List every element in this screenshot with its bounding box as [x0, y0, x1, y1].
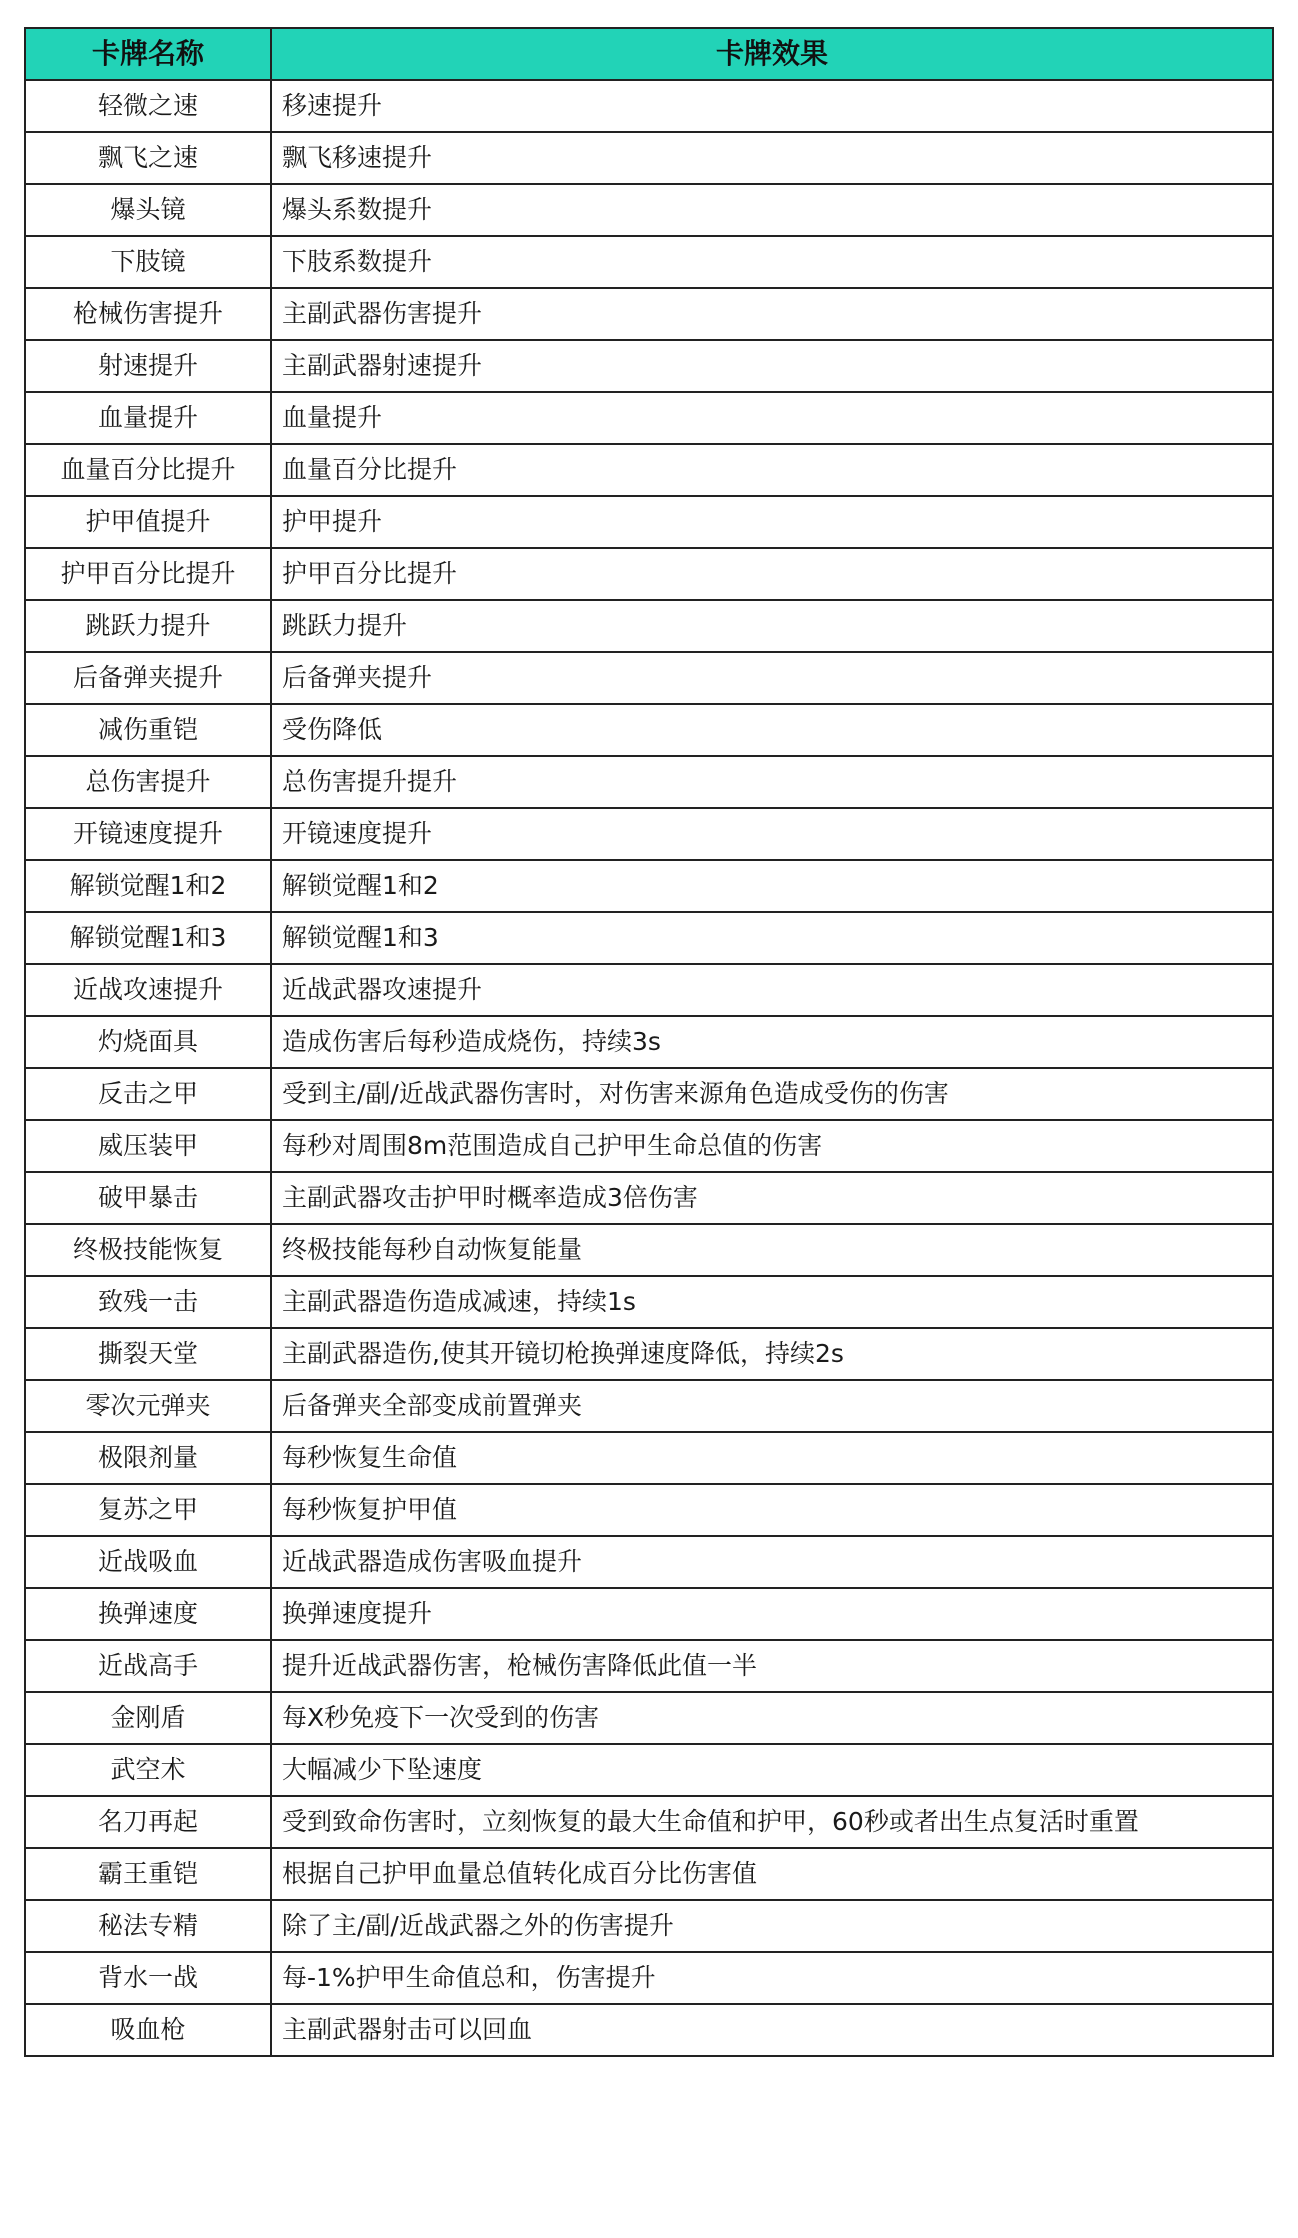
card-effect-cell: 受伤降低 [271, 704, 1273, 756]
table-row [25, 1952, 1273, 2004]
card-name-cell: 近战攻速提升 [25, 964, 271, 1016]
card-name-cell: 换弹速度 [25, 1588, 271, 1640]
card-name-cell: 血量提升 [25, 392, 271, 444]
table-row [25, 288, 1273, 340]
card-name-cell: 撕裂天堂 [25, 1328, 271, 1380]
table-header-row [25, 28, 1273, 80]
card-effect-cell: 主副武器伤害提升 [271, 288, 1273, 340]
card-effect-cell: 每秒恢复生命值 [271, 1432, 1273, 1484]
card-effect-cell: 根据自己护甲血量总值转化成百分比伤害值 [271, 1848, 1273, 1900]
card-name-cell: 复苏之甲 [25, 1484, 271, 1536]
table-row [25, 652, 1273, 704]
table-row [25, 1796, 1273, 1848]
column-header-card-effect: 卡牌效果 [271, 28, 1273, 80]
table-row [25, 340, 1273, 392]
card-name-cell: 爆头镜 [25, 184, 271, 236]
card-name-cell: 背水一战 [25, 1952, 271, 2004]
card-effect-cell: 开镜速度提升 [271, 808, 1273, 860]
table-row [25, 1224, 1273, 1276]
column-header-card-name: 卡牌名称 [25, 28, 271, 80]
card-effect-cell: 护甲提升 [271, 496, 1273, 548]
card-effect-cell: 换弹速度提升 [271, 1588, 1273, 1640]
table-row [25, 704, 1273, 756]
card-name-cell: 跳跃力提升 [25, 600, 271, 652]
card-effect-cell: 护甲百分比提升 [271, 548, 1273, 600]
table-row [25, 1380, 1273, 1432]
card-effect-cell: 主副武器造伤造成减速，持续1s [271, 1276, 1273, 1328]
card-name-cell: 零次元弹夹 [25, 1380, 271, 1432]
card-effect-cell: 每秒对周围8m范围造成自己护甲生命总值的伤害 [271, 1120, 1273, 1172]
card-name-cell: 反击之甲 [25, 1068, 271, 1120]
card-name-cell: 金刚盾 [25, 1692, 271, 1744]
card-name-cell: 威压装甲 [25, 1120, 271, 1172]
table-row [25, 912, 1273, 964]
card-name-cell: 射速提升 [25, 340, 271, 392]
card-effect-cell: 主副武器造伤,使其开镜切枪换弹速度降低，持续2s [271, 1328, 1273, 1380]
card-name-cell: 名刀再起 [25, 1796, 271, 1848]
card-effect-cell: 血量百分比提升 [271, 444, 1273, 496]
table-row [25, 496, 1273, 548]
card-name-cell: 极限剂量 [25, 1432, 271, 1484]
card-effect-cell: 爆头系数提升 [271, 184, 1273, 236]
card-effect-cell: 大幅减少下坠速度 [271, 1744, 1273, 1796]
card-effect-cell: 除了主/副/近战武器之外的伤害提升 [271, 1900, 1273, 1952]
card-name-cell: 武空术 [25, 1744, 271, 1796]
card-effect-cell: 下肢系数提升 [271, 236, 1273, 288]
card-name-cell: 枪械伤害提升 [25, 288, 271, 340]
card-name-cell: 解锁觉醒1和2 [25, 860, 271, 912]
card-effect-cell: 近战武器造成伤害吸血提升 [271, 1536, 1273, 1588]
card-name-cell: 轻微之速 [25, 80, 271, 132]
card-effect-cell: 受到致命伤害时，立刻恢复的最大生命值和护甲，60秒或者出生点复活时重置 [271, 1796, 1273, 1848]
table-row [25, 1744, 1273, 1796]
card-name-cell: 减伤重铠 [25, 704, 271, 756]
card-name-cell: 终极技能恢复 [25, 1224, 271, 1276]
table-row [25, 236, 1273, 288]
card-effect-cell: 受到主/副/近战武器伤害时，对伤害来源角色造成受伤的伤害 [271, 1068, 1273, 1120]
table-row [25, 1432, 1273, 1484]
table-row [25, 808, 1273, 860]
table-row [25, 132, 1273, 184]
table-row [25, 1120, 1273, 1172]
card-name-cell: 灼烧面具 [25, 1016, 271, 1068]
table-row [25, 1900, 1273, 1952]
table-row [25, 1016, 1273, 1068]
card-name-cell: 护甲值提升 [25, 496, 271, 548]
table-row [25, 1276, 1273, 1328]
table-row [25, 860, 1273, 912]
card-effect-cell: 主副武器射击可以回血 [271, 2004, 1273, 2056]
card-name-cell: 总伤害提升 [25, 756, 271, 808]
card-effect-cell: 每-1%护甲生命值总和，伤害提升 [271, 1952, 1273, 2004]
table-row [25, 444, 1273, 496]
card-name-cell: 护甲百分比提升 [25, 548, 271, 600]
card-name-cell: 秘法专精 [25, 1900, 271, 1952]
card-effect-cell: 解锁觉醒1和2 [271, 860, 1273, 912]
card-effect-cell: 飘飞移速提升 [271, 132, 1273, 184]
card-name-cell: 下肢镜 [25, 236, 271, 288]
card-effect-cell: 每X秒免疫下一次受到的伤害 [271, 1692, 1273, 1744]
card-effect-cell: 跳跃力提升 [271, 600, 1273, 652]
card-name-cell: 飘飞之速 [25, 132, 271, 184]
card-effect-cell: 血量提升 [271, 392, 1273, 444]
card-effect-cell: 提升近战武器伤害，枪械伤害降低此值一半 [271, 1640, 1273, 1692]
table-row [25, 1588, 1273, 1640]
card-name-cell: 破甲暴击 [25, 1172, 271, 1224]
card-effect-cell: 主副武器攻击护甲时概率造成3倍伤害 [271, 1172, 1273, 1224]
card-name-cell: 近战吸血 [25, 1536, 271, 1588]
table-row [25, 184, 1273, 236]
table-row [25, 1328, 1273, 1380]
card-name-cell: 吸血枪 [25, 2004, 271, 2056]
table-row [25, 1536, 1273, 1588]
card-name-cell: 后备弹夹提升 [25, 652, 271, 704]
card-name-cell: 霸王重铠 [25, 1848, 271, 1900]
card-effect-cell: 后备弹夹提升 [271, 652, 1273, 704]
card-effect-cell: 解锁觉醒1和3 [271, 912, 1273, 964]
card-name-cell: 开镜速度提升 [25, 808, 271, 860]
card-effect-cell: 后备弹夹全部变成前置弹夹 [271, 1380, 1273, 1432]
table-row [25, 548, 1273, 600]
card-name-cell: 近战高手 [25, 1640, 271, 1692]
card-effect-cell: 主副武器射速提升 [271, 340, 1273, 392]
card-effect-cell: 终极技能每秒自动恢复能量 [271, 1224, 1273, 1276]
card-name-cell: 致残一击 [25, 1276, 271, 1328]
table-row [25, 392, 1273, 444]
table-row [25, 2004, 1273, 2056]
card-effect-cell: 移速提升 [271, 80, 1273, 132]
table-row [25, 1172, 1273, 1224]
table-row [25, 80, 1273, 132]
table-body [25, 80, 1273, 2056]
table-row [25, 1484, 1273, 1536]
card-effect-cell: 每秒恢复护甲值 [271, 1484, 1273, 1536]
table-row [25, 756, 1273, 808]
table-row [25, 1692, 1273, 1744]
card-name-cell: 血量百分比提升 [25, 444, 271, 496]
card-effect-cell: 造成伤害后每秒造成烧伤，持续3s [271, 1016, 1273, 1068]
table-row [25, 1848, 1273, 1900]
card-effect-cell: 总伤害提升提升 [271, 756, 1273, 808]
card-effect-cell: 近战武器攻速提升 [271, 964, 1273, 1016]
table-row [25, 1640, 1273, 1692]
table-row [25, 964, 1273, 1016]
card-name-cell: 解锁觉醒1和3 [25, 912, 271, 964]
table-row [25, 600, 1273, 652]
card-effects-table [24, 27, 1274, 2057]
table-row [25, 1068, 1273, 1120]
